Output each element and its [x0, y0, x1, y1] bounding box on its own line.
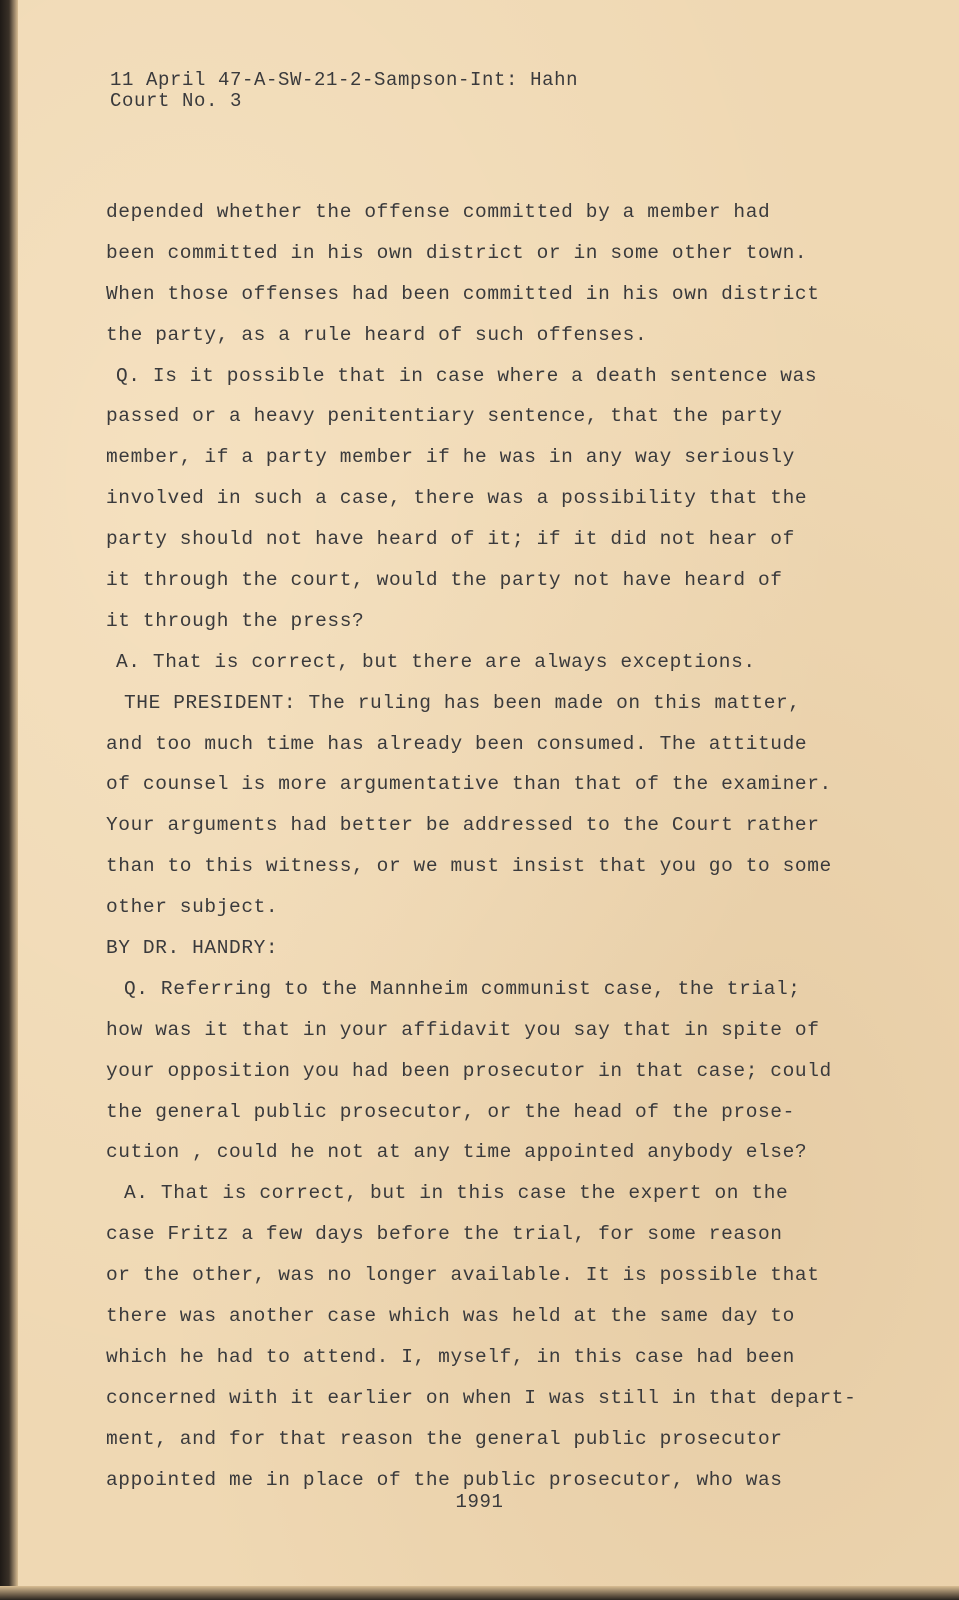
transcript-line: the general public prosecutor, or the head of the prose-: [106, 1100, 795, 1123]
transcript-line: and too much time has already been consumed. The attitude: [106, 732, 808, 755]
header-reference-line: 11 April 47-A-SW-21-2-Sampson-Int: Hahn: [110, 69, 579, 91]
transcript-line: involved in such a case, there was a possibility that the: [106, 487, 808, 510]
transcript-line: Q. Referring to the Mannheim communist case, the trial;: [124, 977, 801, 1000]
transcript-line: passed or a heavy penitentiary sentence, that the party: [106, 405, 783, 428]
transcript-line: it through the press?: [106, 609, 365, 632]
transcript-line: of counsel is more argumentative than that of the examiner.: [106, 773, 832, 796]
transcript-line: your opposition you had been prosecutor in that case; could: [106, 1059, 832, 1082]
transcript-line: depended whether the offense committed by a member had: [106, 201, 771, 223]
transcript-line: Q. Is it possible that in case where a death sentence was: [116, 364, 818, 387]
header-court-line: Court No. 3: [110, 90, 243, 112]
transcript-line: When those offenses had been committed in his own district: [106, 282, 820, 305]
page-left-edge: [0, 0, 18, 1600]
transcript-line: Your arguments had better be addressed to the Court rather: [106, 814, 820, 837]
transcript-line: member, if a party member if he was in any way seriously: [106, 446, 795, 469]
page-bottom-edge: [0, 1586, 959, 1600]
transcript-line: cution , could he not at any time appointed anybody else?: [106, 1141, 808, 1164]
transcript-line: A. That is correct, but there are always exceptions.: [116, 650, 756, 673]
transcript-line: appointed me in place of the public prosecutor, who was: [106, 1468, 783, 1491]
transcript-line: party should not have heard of it; if it did not hear of: [106, 528, 795, 551]
document-header: [110, 70, 578, 112]
transcript-body: [106, 192, 857, 1501]
transcript-line: case Fritz a few days before the trial, for some reason: [106, 1223, 783, 1246]
transcript-line: which he had to attend. I, myself, in this case had been: [106, 1345, 795, 1368]
transcript-line: or the other, was no longer available. It is possible that: [106, 1264, 820, 1287]
transcript-line: A. That is correct, but in this case the expert on the: [124, 1182, 789, 1205]
page-number: 1991: [455, 1491, 504, 1513]
transcript-line: the party, as a rule heard of such offenses.: [106, 323, 648, 346]
transcript-line: other subject.: [106, 896, 279, 919]
transcript-line: ment, and for that reason the general public prosecutor: [106, 1427, 783, 1450]
transcript-line: it through the court, would the party not have heard of: [106, 569, 783, 592]
transcript-line: concerned with it earlier on when I was still in that depart-: [106, 1386, 857, 1409]
transcript-line: how was it that in your affidavit you say that in spite of: [106, 1018, 820, 1041]
transcript-line: there was another case which was held at the same day to: [106, 1305, 795, 1328]
transcript-line: BY DR. HANDRY:: [106, 937, 279, 960]
transcript-line: THE PRESIDENT: The ruling has been made on this matter,: [124, 691, 801, 714]
transcript-line: been committed in his own district or in some other town.: [106, 241, 808, 264]
transcript-line: than to this witness, or we must insist that you go to some: [106, 855, 832, 878]
